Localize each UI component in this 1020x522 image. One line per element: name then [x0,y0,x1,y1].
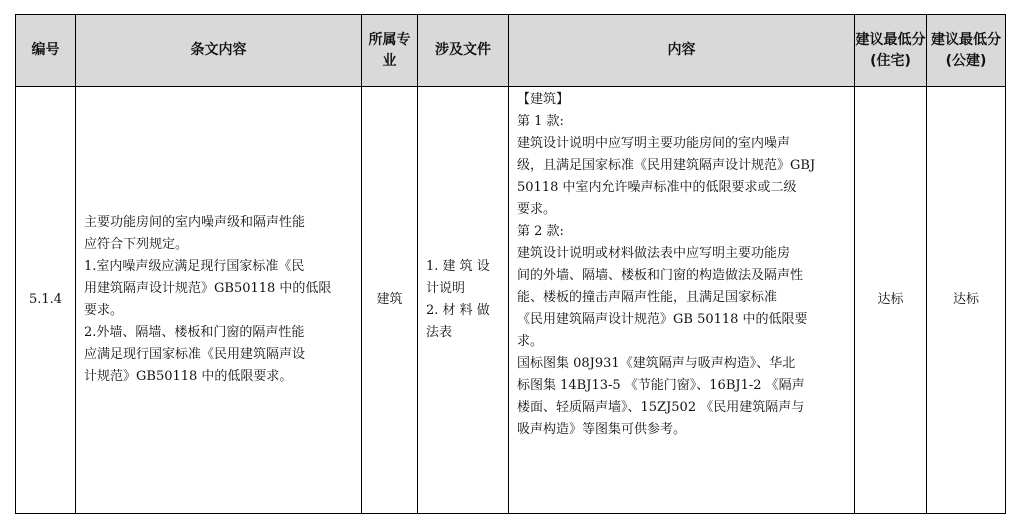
files-line: 法表 [426,325,453,340]
content-line: 要求。 [517,202,557,217]
header-major: 所属专业 [362,15,418,87]
content-line: 第 1 款: [517,114,564,129]
content-line: 标图集 14BJ13-5 《节能门窗》、16BJ1-2 《隔声 [517,378,805,393]
content-line: 吸声构造》等图集可供参考。 [517,422,687,437]
clause-line: 1.室内噪声级应满足现行国家标准《民 [84,259,305,274]
files-line: 1. 建 筑 设 [426,259,490,274]
header-clause: 条文内容 [76,15,362,87]
content-line: 建筑设计说明或材料做法表中应写明主要功能房 [517,246,791,261]
files-line: 计说明 [426,281,466,296]
clause-line: 计规范》GB50118 中的低限要求。 [84,369,293,384]
table-row [16,87,1006,514]
clause-line: 要求。 [84,303,124,318]
clause-line: 2.外墙、隔墙、楼板和门窗的隔声性能 [84,325,305,340]
header-files: 涉及文件 [418,15,509,87]
content-line: 第 2 款: [517,224,564,239]
content-line: 求。 [517,334,544,349]
header-min-public: 建议最低分(公建) [927,15,1006,87]
content-line: 楼面、轻质隔声墙》、15ZJ502 《民用建筑隔声与 [517,400,805,415]
header-row [16,15,1006,87]
content-line: 能、楼板的撞击声隔声性能，且满足国家标准 [517,290,778,305]
content-line: 建筑设计说明中应写明主要功能房间的室内噪声 [517,136,791,151]
header-number: 编号 [16,15,76,87]
standard-clause-table [15,14,1006,514]
clause-line: 用建筑隔声设计规范》GB50118 中的低限 [84,281,332,296]
content-cell [509,87,855,514]
files-cell [418,87,509,514]
major-cell: 建筑 [362,87,418,514]
content-line: 【建筑】 [517,92,570,107]
min-score-residential: 达标 [855,87,927,514]
clause-line: 应符合下列规定。 [84,237,189,252]
clause-number: 5.1.4 [16,87,76,514]
header-min-residential: 建议最低分(住宅) [855,15,927,87]
content-line: 间的外墙、隔墙、楼板和门窗的构造做法及隔声性 [517,268,804,283]
min-score-public: 达标 [927,87,1006,514]
clause-line: 主要功能房间的室内噪声级和隔声性能 [84,215,306,230]
content-line: 国标图集 08J931《建筑隔声与吸声构造》、华北 [517,356,796,371]
content-line: 《民用建筑隔声设计规范》GB 50118 中的低限要 [517,312,808,327]
clause-text [76,87,362,514]
files-line: 2. 材 料 做 [426,303,490,318]
content-line: 50118 中室内允许噪声标准中的低限要求或二级 [517,180,797,195]
header-content: 内容 [509,15,855,87]
clause-line: 应满足现行国家标准《民用建筑隔声设 [84,347,306,362]
content-line: 级，且满足国家标准《民用建筑隔声设计规范》GBJ [517,158,816,173]
